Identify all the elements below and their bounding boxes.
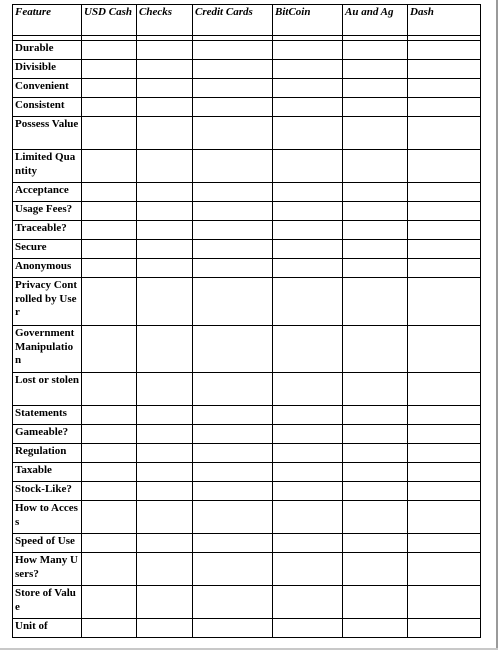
empty-cell <box>137 482 193 501</box>
empty-cell <box>193 240 273 259</box>
empty-cell <box>343 117 408 150</box>
empty-cell <box>273 221 343 240</box>
feature-label-cell: Statements <box>13 406 82 425</box>
empty-cell <box>82 406 137 425</box>
empty-cell <box>193 482 273 501</box>
feature-label-cell: Government Manipulation <box>13 326 82 373</box>
feature-label-cell: Usage Fees? <box>13 202 82 221</box>
empty-cell <box>273 534 343 553</box>
table-row <box>13 619 481 638</box>
empty-cell <box>343 463 408 482</box>
table-row <box>13 444 481 463</box>
empty-cell <box>273 60 343 79</box>
empty-cell <box>408 41 481 60</box>
table-row <box>13 259 481 278</box>
empty-cell <box>82 373 137 406</box>
empty-cell <box>408 117 481 150</box>
empty-cell <box>273 326 343 373</box>
table-row <box>13 79 481 98</box>
empty-cell <box>193 501 273 534</box>
empty-cell <box>137 501 193 534</box>
empty-cell <box>137 259 193 278</box>
feature-label-cell: Possess Value <box>13 117 82 150</box>
empty-cell <box>343 240 408 259</box>
empty-cell <box>82 463 137 482</box>
empty-cell <box>82 221 137 240</box>
header-cell-checks: Checks <box>137 5 193 36</box>
feature-label-cell: Privacy Controlled by User <box>13 278 82 326</box>
feature-label-cell: Anonymous <box>13 259 82 278</box>
empty-cell <box>193 619 273 638</box>
empty-cell <box>343 406 408 425</box>
empty-cell <box>82 326 137 373</box>
empty-cell <box>408 425 481 444</box>
empty-cell <box>82 150 137 183</box>
table-row <box>13 240 481 259</box>
header-cell-credit-cards: Credit Cards <box>193 5 273 36</box>
empty-cell <box>273 444 343 463</box>
empty-cell <box>137 463 193 482</box>
feature-label-cell: Traceable? <box>13 221 82 240</box>
header-cell-au-and-ag: Au and Ag <box>343 5 408 36</box>
empty-cell <box>408 259 481 278</box>
empty-cell <box>273 373 343 406</box>
empty-cell <box>343 150 408 183</box>
empty-cell <box>343 183 408 202</box>
empty-cell <box>82 183 137 202</box>
empty-cell <box>137 202 193 221</box>
table-row <box>13 60 481 79</box>
empty-cell <box>343 501 408 534</box>
empty-cell <box>82 117 137 150</box>
feature-label-cell: Divisible <box>13 60 82 79</box>
empty-cell <box>273 501 343 534</box>
empty-cell <box>193 41 273 60</box>
empty-cell <box>273 586 343 619</box>
empty-cell <box>343 202 408 221</box>
empty-cell <box>193 150 273 183</box>
feature-label-cell: Acceptance <box>13 183 82 202</box>
empty-cell <box>273 240 343 259</box>
table-row <box>13 534 481 553</box>
empty-cell <box>193 117 273 150</box>
empty-cell <box>82 534 137 553</box>
header-cell-feature: Feature <box>13 5 82 36</box>
empty-cell <box>343 79 408 98</box>
empty-cell <box>193 259 273 278</box>
empty-cell <box>137 278 193 326</box>
feature-label-cell: Unit of <box>13 619 82 638</box>
empty-cell <box>408 60 481 79</box>
table-row <box>13 553 481 586</box>
empty-cell <box>408 150 481 183</box>
empty-cell <box>193 98 273 117</box>
table-row <box>13 463 481 482</box>
empty-cell <box>82 278 137 326</box>
empty-cell <box>343 60 408 79</box>
empty-cell <box>82 202 137 221</box>
empty-cell <box>343 444 408 463</box>
empty-cell <box>193 202 273 221</box>
empty-cell <box>273 259 343 278</box>
table-row <box>13 221 481 240</box>
empty-cell <box>82 60 137 79</box>
feature-label-cell: Limited Quantity <box>13 150 82 183</box>
feature-label-cell: Convenient <box>13 79 82 98</box>
empty-cell <box>137 534 193 553</box>
empty-cell <box>408 183 481 202</box>
empty-cell <box>137 60 193 79</box>
empty-cell <box>273 406 343 425</box>
empty-cell <box>82 553 137 586</box>
table-row <box>13 586 481 619</box>
feature-label-cell: Secure <box>13 240 82 259</box>
empty-cell <box>137 326 193 373</box>
empty-cell <box>343 553 408 586</box>
header-cell-bitcoin: BitCoin <box>273 5 343 36</box>
empty-cell <box>137 221 193 240</box>
table-row <box>13 406 481 425</box>
empty-cell <box>273 278 343 326</box>
empty-cell <box>408 98 481 117</box>
empty-cell <box>137 117 193 150</box>
empty-cell <box>408 240 481 259</box>
empty-cell <box>137 425 193 444</box>
empty-cell <box>273 553 343 586</box>
table-row <box>13 202 481 221</box>
empty-cell <box>273 202 343 221</box>
empty-cell <box>408 278 481 326</box>
empty-cell <box>273 117 343 150</box>
empty-cell <box>408 79 481 98</box>
empty-cell <box>343 373 408 406</box>
empty-cell <box>343 619 408 638</box>
empty-cell <box>273 619 343 638</box>
table-row <box>13 501 481 534</box>
empty-cell <box>137 183 193 202</box>
empty-cell <box>137 586 193 619</box>
empty-cell <box>408 326 481 373</box>
empty-cell <box>408 444 481 463</box>
empty-cell <box>193 221 273 240</box>
empty-cell <box>82 482 137 501</box>
empty-cell <box>343 425 408 444</box>
table-body <box>13 41 481 638</box>
empty-cell <box>408 463 481 482</box>
table-row <box>13 278 481 326</box>
empty-cell <box>82 240 137 259</box>
empty-cell <box>408 373 481 406</box>
header-cell-usd-cash: USD Cash <box>82 5 137 36</box>
empty-cell <box>408 221 481 240</box>
empty-cell <box>193 79 273 98</box>
table-row <box>13 41 481 60</box>
empty-cell <box>193 183 273 202</box>
empty-cell <box>137 444 193 463</box>
table-row <box>13 98 481 117</box>
empty-cell <box>137 150 193 183</box>
empty-cell <box>137 98 193 117</box>
empty-cell <box>82 98 137 117</box>
empty-cell <box>82 586 137 619</box>
empty-cell <box>137 41 193 60</box>
feature-label-cell: Taxable <box>13 463 82 482</box>
empty-cell <box>193 444 273 463</box>
empty-cell <box>193 534 273 553</box>
empty-cell <box>343 586 408 619</box>
feature-label-cell: Speed of Use <box>13 534 82 553</box>
empty-cell <box>343 482 408 501</box>
feature-label-cell: Gameable? <box>13 425 82 444</box>
table-row <box>13 150 481 183</box>
empty-cell <box>343 278 408 326</box>
empty-cell <box>408 586 481 619</box>
feature-label-cell: Store of Value <box>13 586 82 619</box>
table-row <box>13 326 481 373</box>
empty-cell <box>408 202 481 221</box>
empty-cell <box>408 501 481 534</box>
empty-cell <box>343 98 408 117</box>
empty-cell <box>273 183 343 202</box>
empty-cell <box>82 444 137 463</box>
empty-cell <box>82 259 137 278</box>
empty-cell <box>343 221 408 240</box>
table-row <box>13 425 481 444</box>
empty-cell <box>193 586 273 619</box>
header-cell-dash: Dash <box>408 5 481 36</box>
empty-cell <box>137 373 193 406</box>
empty-cell <box>273 463 343 482</box>
feature-label-cell: Regulation <box>13 444 82 463</box>
empty-cell <box>343 534 408 553</box>
feature-label-cell: Stock-Like? <box>13 482 82 501</box>
empty-cell <box>82 425 137 444</box>
table-row <box>13 117 481 150</box>
empty-cell <box>408 619 481 638</box>
empty-cell <box>193 553 273 586</box>
empty-cell <box>193 463 273 482</box>
empty-cell <box>137 240 193 259</box>
empty-cell <box>193 373 273 406</box>
empty-cell <box>273 150 343 183</box>
empty-cell <box>193 278 273 326</box>
empty-cell <box>193 425 273 444</box>
empty-cell <box>408 482 481 501</box>
empty-cell <box>193 60 273 79</box>
empty-cell <box>273 482 343 501</box>
feature-label-cell: How to Access <box>13 501 82 534</box>
empty-cell <box>408 553 481 586</box>
header-row <box>13 5 481 36</box>
empty-cell <box>273 425 343 444</box>
empty-cell <box>137 79 193 98</box>
empty-cell <box>408 534 481 553</box>
empty-cell <box>137 553 193 586</box>
empty-cell <box>193 326 273 373</box>
feature-label-cell: Durable <box>13 41 82 60</box>
empty-cell <box>193 406 273 425</box>
empty-cell <box>82 79 137 98</box>
empty-cell <box>343 326 408 373</box>
feature-label-cell: How Many Users? <box>13 553 82 586</box>
empty-cell <box>137 619 193 638</box>
empty-cell <box>343 259 408 278</box>
empty-cell <box>273 98 343 117</box>
feature-label-cell: Consistent <box>13 98 82 117</box>
table-row <box>13 373 481 406</box>
empty-cell <box>273 41 343 60</box>
empty-cell <box>82 619 137 638</box>
table-row <box>13 482 481 501</box>
empty-cell <box>82 41 137 60</box>
empty-cell <box>408 406 481 425</box>
empty-cell <box>343 41 408 60</box>
table-row <box>13 183 481 202</box>
empty-cell <box>82 501 137 534</box>
feature-comparison-table <box>12 4 481 638</box>
feature-label-cell: Lost or stolen <box>13 373 82 406</box>
empty-cell <box>137 406 193 425</box>
empty-cell <box>273 79 343 98</box>
